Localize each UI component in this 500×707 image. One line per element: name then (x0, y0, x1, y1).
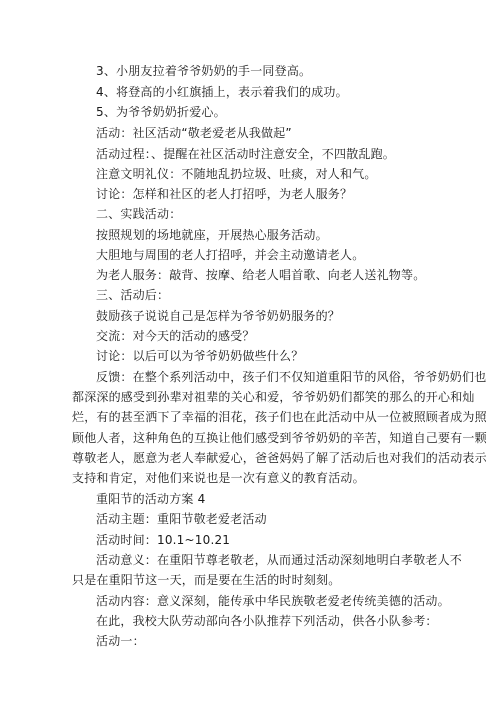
text-line: 活动：社区活动“敬老爱老从我做起” (96, 126, 292, 140)
paragraph-line: 烂，有的甚至洒下了幸福的泪花，孩子们也在此活动中从一位被照顾者成为照 (72, 410, 487, 424)
text-line: 为老人服务：敲背、按摩、给老人唱首歌、向老人送礼物等。 (96, 268, 426, 282)
text-line: 讨论：以后可以为爷爷奶奶做些什么？ (96, 349, 304, 363)
text-line: 交流：对今天的活动的感受？ (96, 329, 255, 343)
paragraph-line: 都深深的感受到孙辈对祖辈的关心和爱，爷爷奶奶们都笑的那么的开心和灿 (72, 390, 475, 404)
text-line: 4、将登高的小红旗插上，表示着我们的成功。 (96, 85, 348, 99)
text-line: 5、为爷爷奶奶折爱心。 (96, 105, 226, 119)
text-line: 大胆地与周围的老人打招呼，并会主动邀请老人。 (96, 248, 365, 262)
text-line: 注意文明礼仪：不随地乱扔垃圾、吐痰，对人和气。 (96, 167, 377, 181)
text-line: 在此，我校大队劳动部向各小队推荐下列活动，供各小队参考： (96, 614, 438, 628)
text-line: 活动内容：意义深刻，能传承中华民族敬老爱老传统美德的活动。 (96, 594, 450, 608)
text-line: 按照规划的场地就座，开展热心服务活动。 (96, 228, 328, 242)
section-heading: 二、实践活动： (96, 207, 182, 221)
paragraph-line: 反馈：在整个系列活动中，孩子们不仅知道重阳节的风俗，爷爷奶奶们也 (96, 370, 487, 384)
text-line: 鼓励孩子说说自己是怎样为爷爷奶奶服务的？ (96, 309, 341, 323)
text-line: 3、小朋友拉着爷爷奶奶的手一同登高。 (96, 64, 312, 78)
section-heading: 三、活动后： (96, 288, 170, 302)
text-line: 讨论：怎样和社区的老人打招呼，为老人服务？ (96, 187, 353, 201)
paragraph-line: 尊敬老人，愿意为老人奉献爱心，爸爸妈妈了解了活动后也对我们的活动表示 (72, 451, 487, 465)
paragraph-line: 只是在重阳节这一天，而是要在生活的时时刻刻。 (72, 573, 341, 587)
section-title: 重阳节的活动方案 4 (96, 492, 206, 506)
text-line: 活动主题：重阳节敬老爱老活动 (96, 512, 267, 526)
text-line: 活动过程：、提醒在社区活动时注意安全，不四散乱跑。 (96, 147, 396, 161)
text-line: 活动一： (96, 634, 145, 648)
text-line: 活动时间：10.1~10.21 (96, 533, 231, 547)
paragraph-line: 顾他人者，这种角色的互换让他们感受到爷爷奶奶的辛苦，知道自己要有一颗 (72, 431, 487, 445)
paragraph-line: 活动意义：在重阳节尊老敬老，从而通过活动深刻地明白孝敬老人不 (96, 553, 463, 567)
paragraph-line: 支持和肯定，对他们来说也是一次有意义的教育活动。 (72, 471, 365, 485)
